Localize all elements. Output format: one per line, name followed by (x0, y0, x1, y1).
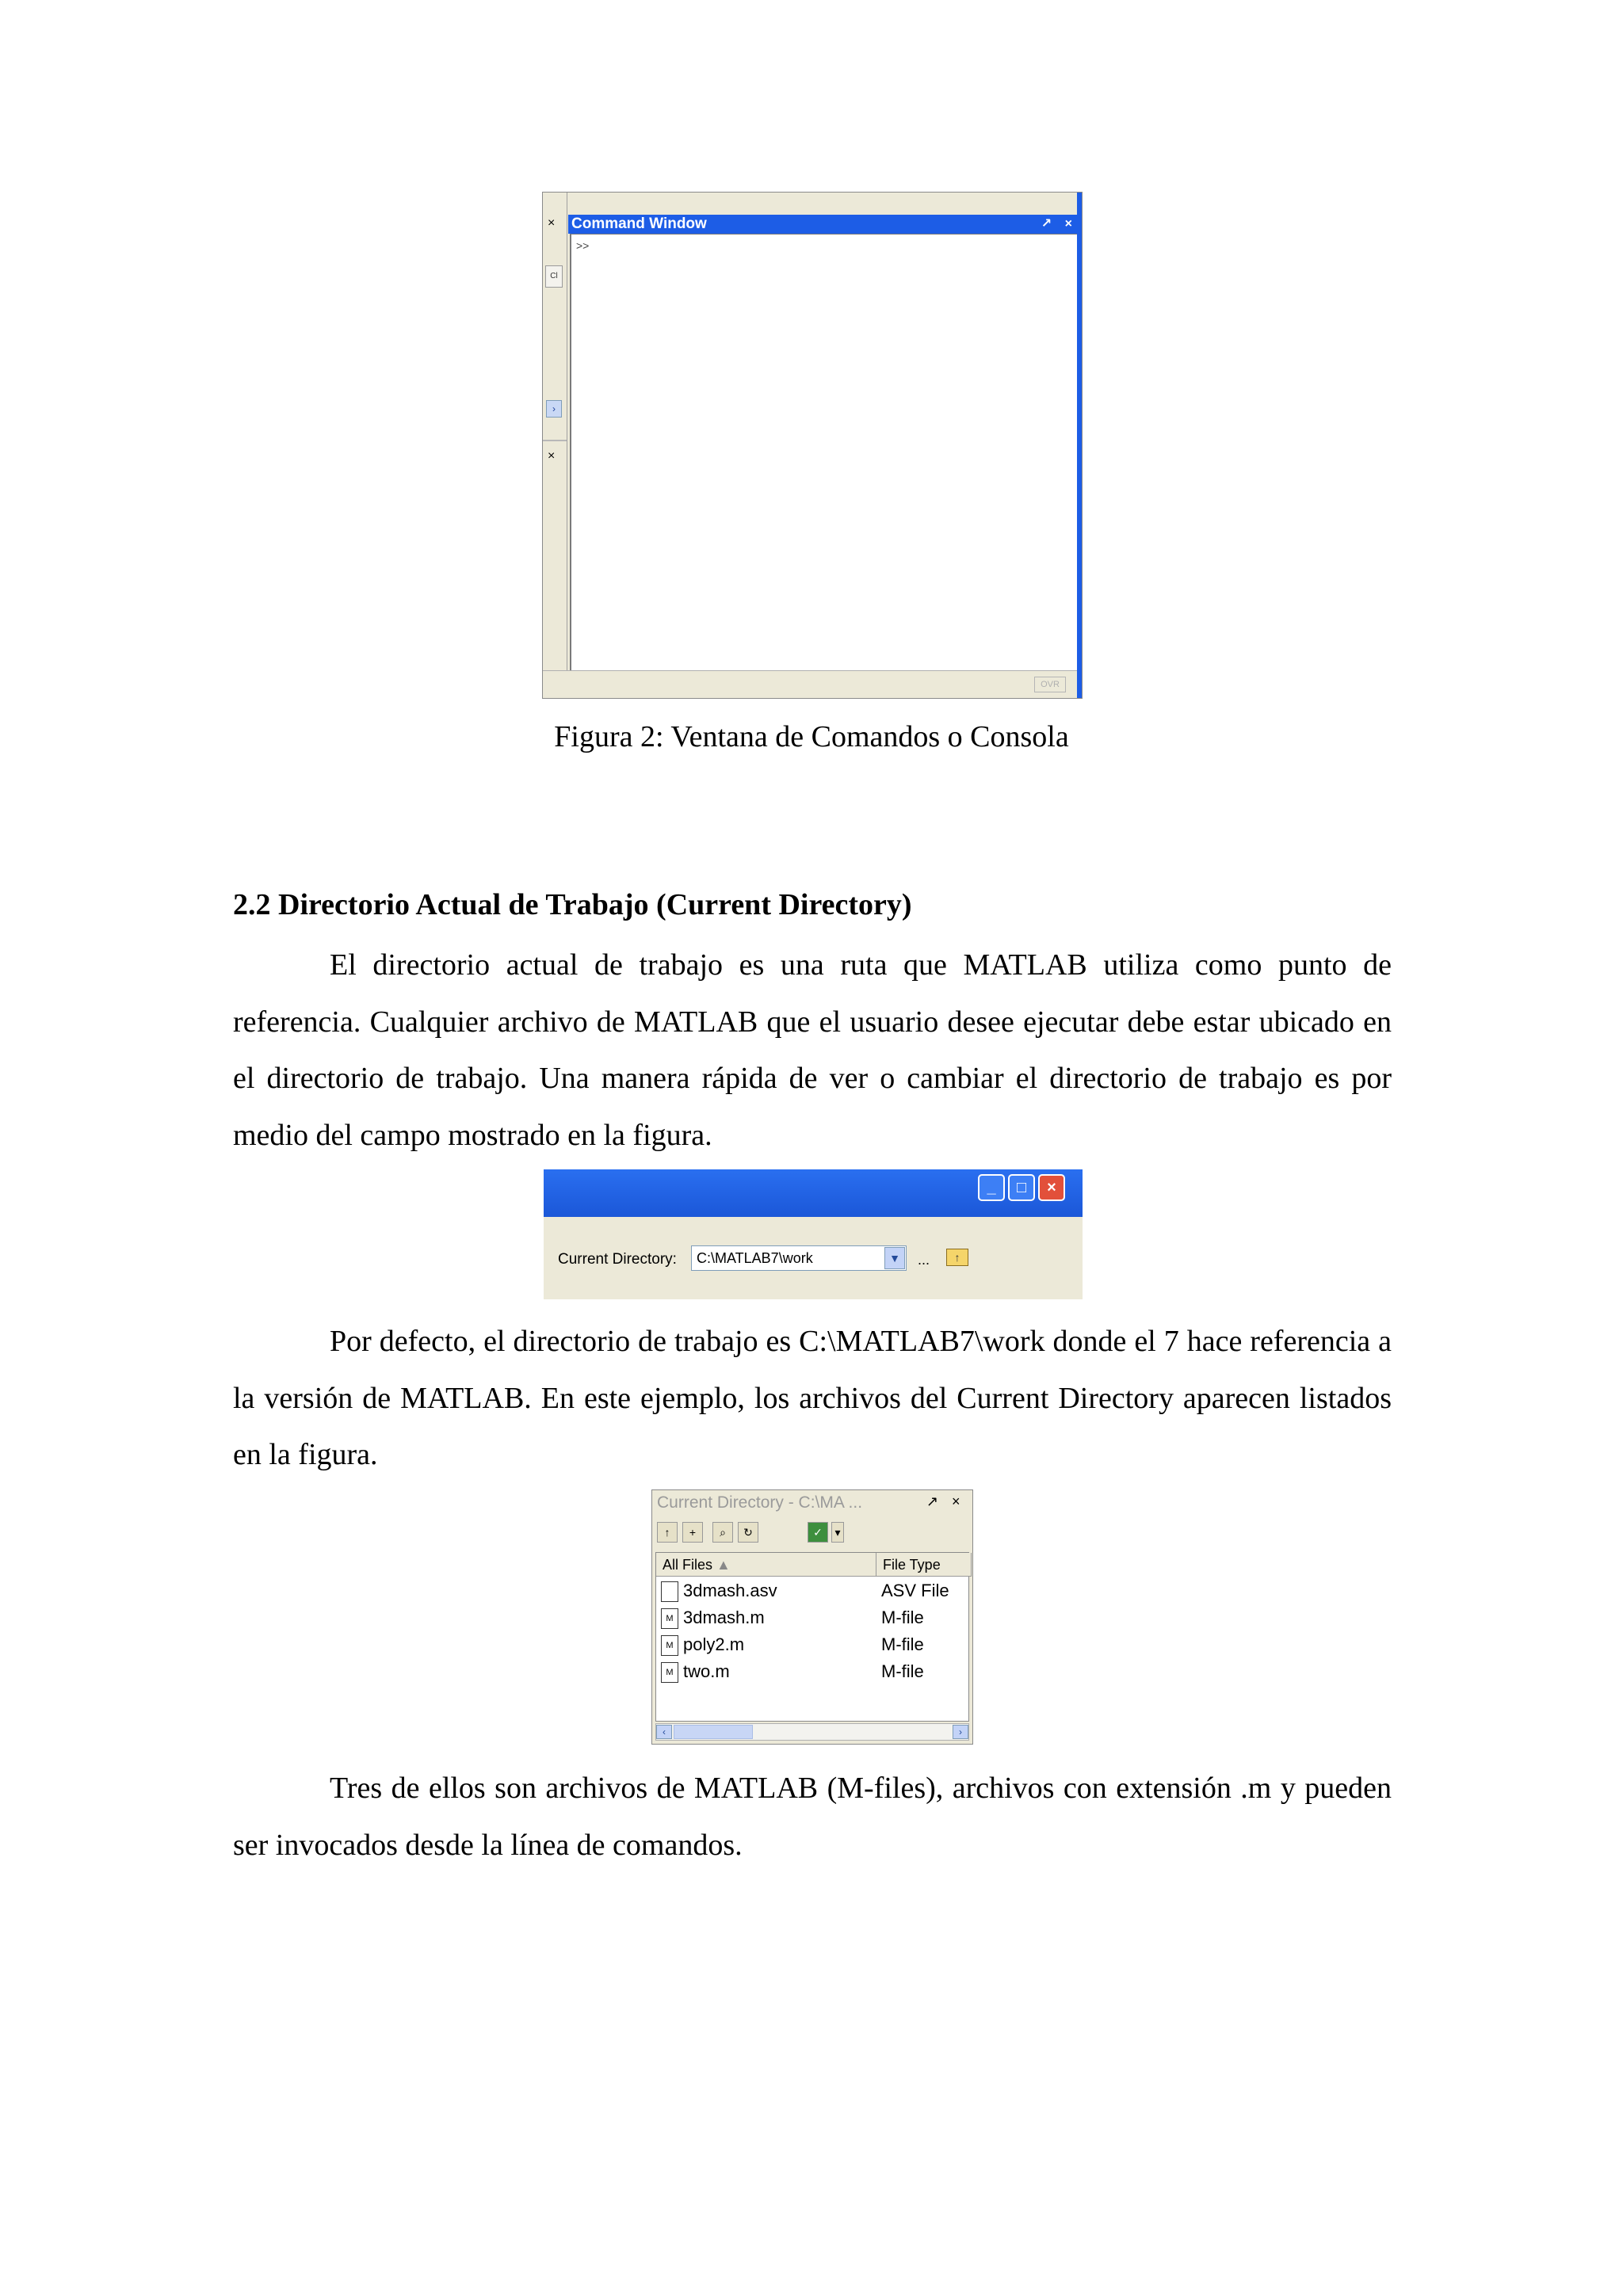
side-tab[interactable]: Cl (545, 265, 563, 288)
paragraph (233, 1760, 1392, 1874)
folder-up-icon[interactable]: ↑ (657, 1522, 678, 1543)
paragraph (233, 1314, 1392, 1484)
section-heading: 2.2 Directorio Actual de Trabajo (Current Directory) (233, 888, 912, 921)
m-file-icon: M (661, 1635, 678, 1656)
close-icon[interactable]: × (952, 1493, 960, 1509)
scroll-thumb[interactable] (674, 1725, 753, 1739)
new-folder-icon[interactable]: + (682, 1522, 703, 1543)
file-row[interactable] (656, 1632, 968, 1659)
current-directory-value: C:\MATLAB7\work (697, 1250, 813, 1266)
paragraph-text: El directorio actual de trabajo es una ruta que MATLAB utiliza como punto de referencia. Cualquier archivo de MATLAB que el usuario desee ejecutar debe estar ubicado en el directorio de trabajo. Una manera rápida de ver o cambiar el directorio de trabajo es por medio del campo mostrado en la figura. (233, 948, 1392, 1152)
chevron-right-icon[interactable]: › (546, 400, 562, 418)
file-name: poly2.m (683, 1634, 745, 1654)
refresh-icon[interactable]: ↻ (738, 1522, 758, 1543)
m-file-icon: M (661, 1662, 678, 1683)
close-icon[interactable]: × (548, 216, 556, 230)
minimize-icon[interactable]: _ (978, 1174, 1005, 1201)
file-type: ASV File (881, 1581, 949, 1600)
chevron-down-icon[interactable]: ▾ (831, 1522, 844, 1543)
browser-title: Current Directory - C:\MA ... (657, 1493, 863, 1512)
close-icon[interactable]: × (548, 449, 556, 463)
paragraph-text: Por defecto, el directorio de trabajo es C:\MATLAB7\work donde el 7 hace referencia a la versión de MATLAB. En este ejemplo, los archivos del Current Directory aparecen listados en la figura. (233, 1325, 1392, 1471)
divider (543, 440, 567, 441)
chevron-left-icon[interactable]: ‹ (656, 1725, 672, 1739)
window-titlebar (544, 1169, 1083, 1217)
report-icon[interactable]: ✓ (808, 1522, 828, 1543)
find-icon[interactable]: ⌕ (712, 1522, 733, 1543)
current-directory-field[interactable] (691, 1245, 907, 1271)
file-type: M-file (881, 1661, 924, 1681)
current-directory-browser-screenshot (651, 1489, 973, 1745)
figure-caption: Figura 2: Ventana de Comandos o Consola (554, 720, 1069, 753)
window-edge (1077, 193, 1082, 698)
horizontal-scrollbar[interactable] (655, 1723, 969, 1741)
undock-icon[interactable]: ↗ (926, 1493, 939, 1509)
file-icon (661, 1581, 678, 1602)
browse-button[interactable]: ... (918, 1252, 930, 1268)
paragraph (233, 937, 1392, 1164)
close-icon[interactable]: × (1064, 217, 1072, 231)
m-file-icon: M (661, 1608, 678, 1629)
side-panel-strip (543, 193, 567, 698)
file-row[interactable] (656, 1605, 968, 1632)
command-input-area[interactable] (570, 234, 1077, 671)
file-type: M-file (881, 1608, 924, 1627)
command-window-screenshot (542, 192, 1083, 699)
status-bar (543, 670, 1077, 698)
command-prompt: >> (576, 239, 590, 252)
file-row[interactable] (656, 1659, 968, 1686)
file-name: 3dmash.m (683, 1608, 765, 1627)
folder-up-icon[interactable]: ↑ (946, 1249, 968, 1266)
maximize-icon[interactable]: □ (1008, 1174, 1035, 1201)
undock-icon[interactable]: ↗ (1041, 217, 1052, 231)
file-type: M-file (881, 1634, 924, 1654)
command-window-titlebar (568, 215, 1077, 234)
file-list (655, 1552, 969, 1722)
current-directory-label: Current Directory: (558, 1251, 677, 1268)
paragraph-text: Tres de ellos son archivos de MATLAB (M-files), archivos con extensión .m y pueden ser invocados desde la línea de comandos. (233, 1772, 1392, 1862)
window-title: Command Window (571, 215, 707, 232)
column-header-all-files[interactable]: All Files ▲ (656, 1553, 876, 1577)
chevron-right-icon[interactable]: › (953, 1725, 968, 1739)
file-name: 3dmash.asv (683, 1581, 777, 1600)
current-directory-toolbar-screenshot (544, 1169, 1083, 1299)
column-header-file-type[interactable]: File Type (876, 1553, 972, 1577)
overwrite-indicator: OVR (1034, 677, 1066, 692)
close-icon[interactable]: × (1038, 1174, 1065, 1201)
file-row[interactable] (656, 1578, 968, 1605)
chevron-down-icon[interactable]: ▼ (884, 1247, 905, 1269)
file-name: two.m (683, 1661, 730, 1681)
